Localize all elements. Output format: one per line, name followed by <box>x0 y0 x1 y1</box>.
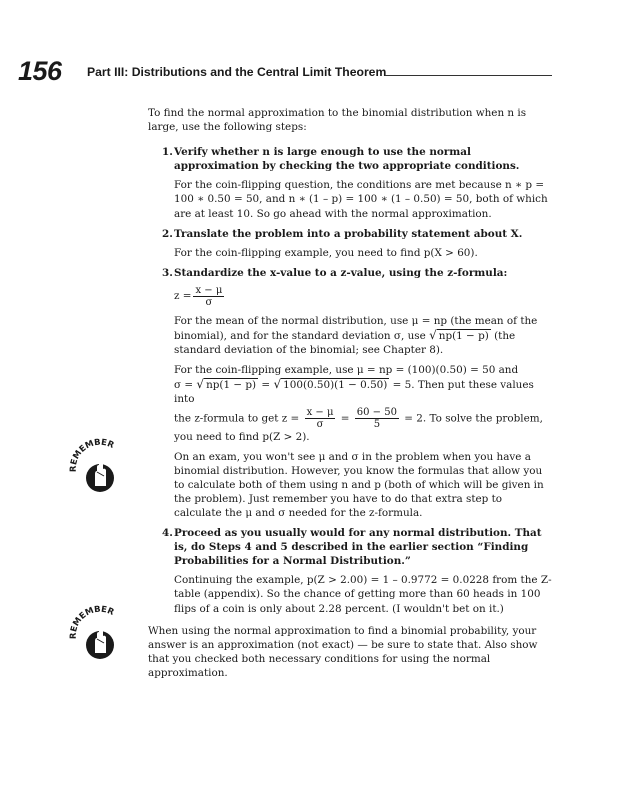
sqrt-expression: np(1 − p) <box>206 379 257 392</box>
step-paragraph: Continuing the example, p(Z > 2.00) = 1 – 0.9772 = 0.0228 from the Z-table (appendix). So the chance of getting more than 60 heads in 100 flips of a coin is only about 2.28 percent. (I wouldn't bet on it.) <box>174 574 552 615</box>
equals-sign: = <box>340 412 350 424</box>
intro-paragraph: To find the normal approximation to the binomial distribution when n is large, use the following steps: <box>148 107 527 134</box>
step-heading: Proceed as you usually would for any normal distribution. That is, do Steps 4 and 5 described in the earlier section “Finding Probabilities for a Normal Distribution.” <box>174 527 542 568</box>
example-text: For the coin-flipping example, use μ = np = (100)(0.50) = 50 and <box>174 364 519 377</box>
formula-fraction <box>355 407 399 430</box>
formula-denominator: 5 <box>373 418 381 430</box>
step-paragraph: For the coin-flipping example, you need to find p(X > 60). <box>174 246 478 259</box>
z-formula <box>174 285 552 308</box>
step-3 <box>148 266 552 520</box>
formula-numerator: x − μ <box>306 406 334 418</box>
step-number: 4. <box>162 527 173 540</box>
sqrt-expression: 100(0.50)(1 − 0.50) <box>283 379 388 392</box>
final-remember-paragraph: When using the normal approximation to find a binomial probability, your answer is an approximation (not exact) — be sure to state that. Also show that you checked both necessary conditions for using the normal approximation. <box>148 624 538 679</box>
formula-numerator: 60 − 50 <box>356 406 397 418</box>
example-text: = 2. To solve the problem, you need to find p(Z > 2). <box>174 412 543 443</box>
formula-fraction <box>193 285 224 308</box>
sqrt-expression: np(1 − p) <box>438 330 489 343</box>
step-heading: Verify whether n is large enough to use the normal approximation by checking the two appropriate conditions. <box>174 146 520 173</box>
remember-label: REMEMBER <box>68 437 116 473</box>
mean-sd-text: For the mean of the normal distribution, use μ = np (the mean of the binomial), and for the standard deviation σ, use <box>174 314 538 343</box>
example-text: = 5. Then put these values into <box>174 379 534 406</box>
part-title: Part III: Distributions and the Central Limit Theorem <box>87 65 387 79</box>
step-number: 2. <box>162 227 173 240</box>
formula-denominator: σ <box>316 418 324 430</box>
formula-lhs: z = <box>174 290 192 303</box>
step-1 <box>148 145 552 220</box>
step-2 <box>148 227 552 260</box>
remember-note: On an exam, you won't see μ and σ in the problem when you have a binomial distribution. However, you know the formulas that allow you to calculate both of them using n and p (both of which will be given in the problem). Just remember you have to do that extra step to calculate the μ and σ needed for the z-formula. <box>174 450 544 519</box>
step-paragraph: For the mean of the normal distribution, use μ = np (the mean of the binomial), and for the standard deviation σ, use √ np(1 − p) (the standard deviation of the binomial; see Chapter 8). <box>174 314 538 357</box>
body-text <box>148 106 552 680</box>
formula-numerator: x − μ <box>195 284 223 296</box>
page-header <box>18 56 552 86</box>
step-heading: Translate the problem into a probability statement about X. <box>174 227 523 240</box>
formula-fraction <box>305 407 336 430</box>
page-number: 156 <box>18 56 62 86</box>
equals-sign: = <box>261 379 271 392</box>
example-text: the z-formula to get z = <box>174 412 300 424</box>
remember-icon <box>68 603 128 663</box>
remember-label: REMEMBER <box>68 604 116 640</box>
mean-sd-text-end: (the standard deviation of the binomial; see Chapter 8). <box>174 330 516 357</box>
step-number: 1. <box>162 146 173 159</box>
step-4 <box>148 526 552 616</box>
formula-denominator: σ <box>205 296 213 308</box>
step-paragraph: For the coin-flipping question, the conditions are met because n ∗ p = 100 ∗ 0.50 = 50, and n ∗ (1 – p) = 100 ∗ (1 – 0.50) = 50, both of which are at least 10. So go ahead with the normal approximation. <box>174 179 548 220</box>
step-paragraph: For the coin-flipping example, use μ = np = (100)(0.50) = 50 and σ = √ np(1 − p) = √ 100(0.50)(1 − 0.50) = 5. Then put these values into the z-formula to get z = $\frac{x - \mu}{\sigma}$ = $\frac{60 - 50}{5}$ = 2. To solve the problem, you need to find p(Z > 2). <box>174 364 543 443</box>
sigma-eq: σ = <box>174 379 194 392</box>
remember-icon <box>68 436 128 496</box>
step-heading: Standardize the x-value to a z-value, using the z-formula: <box>174 266 508 279</box>
step-number: 3. <box>162 266 173 279</box>
header-rule <box>385 75 552 76</box>
